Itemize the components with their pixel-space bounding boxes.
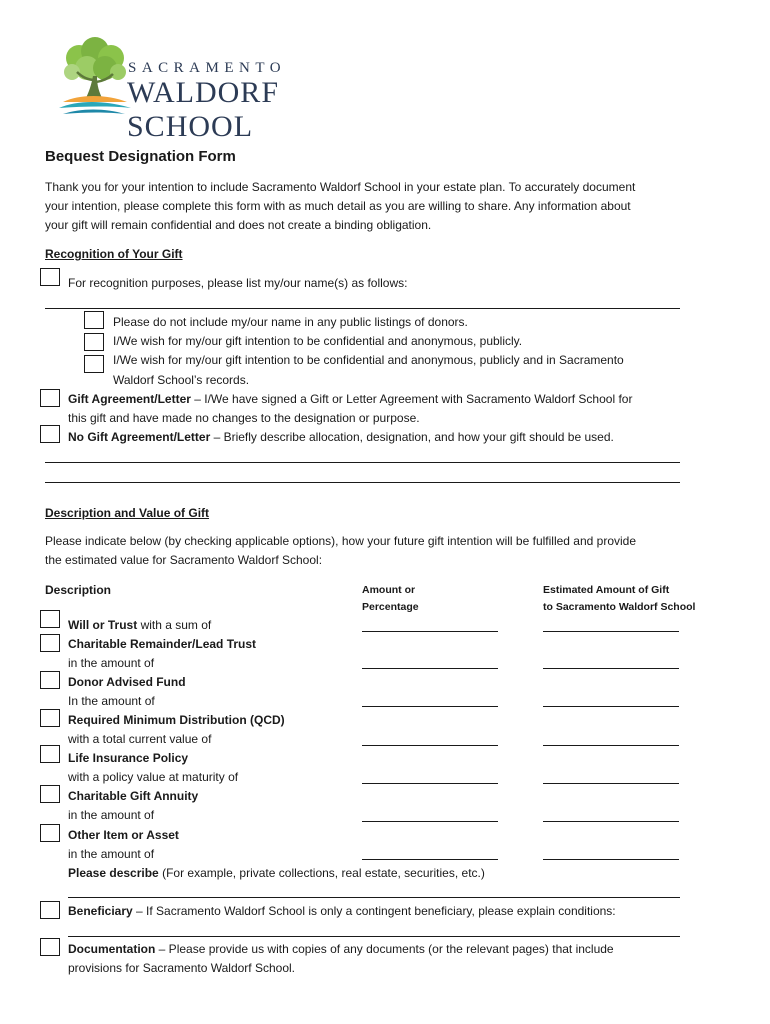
rmd-qcd-amount-field[interactable] [362,745,498,746]
gift-agreement-label-cont: this gift and have made no changes to the designation or purpose. [68,411,420,425]
anonymous-records-checkbox[interactable] [84,355,104,373]
gift-annuity-amount-field[interactable] [362,821,498,822]
no-gift-agreement-label: No Gift Agreement/Letter – Briefly describe allocation, designation, and how your gift should be used. [68,430,614,444]
documentation-checkbox[interactable] [40,938,60,956]
life-insurance-sub: with a policy value at maturity of [68,770,239,784]
description-instructions-cont: the estimated value for Sacramento Waldorf School: [45,553,323,567]
beneficiary-label: Beneficiary – If Sacramento Waldorf School is only a contingent beneficiary, please explain conditions: [68,904,616,918]
documentation-label: Documentation – Please provide us with copies of any documents (or the relevant pages) that include [68,942,614,956]
gift-annuity-checkbox[interactable] [40,785,60,803]
gift-agreement-label: Gift Agreement/Letter – I/We have signed a Gift or Letter Agreement with Sacramento Waldorf School for [68,392,633,406]
donor-advised-fund-checkbox[interactable] [40,671,60,689]
allocation-field-1[interactable] [45,462,680,463]
anonymous-records-label-cont: Waldorf School’s records. [113,373,250,387]
recognition-list-name-checkbox[interactable] [40,268,60,286]
other-asset-sub: in the amount of [68,847,155,861]
intro-line: your intention, please complete this form with as much detail as you are willing to share. Any information about [45,199,631,213]
life-insurance-estimate-field[interactable] [543,783,679,784]
col-estimated-header: Estimated Amount of Gift to Sacramento Waldorf School [543,584,696,613]
no-gift-agreement-checkbox[interactable] [40,425,60,443]
no-public-listing-label: Please do not include my/our name in any public listings of donors. [113,315,468,329]
intro-line: Thank you for your intention to include Sacramento Waldorf School in your estate plan. To accurately document [45,180,636,194]
recognition-name-field[interactable] [45,308,680,309]
anonymous-publicly-checkbox[interactable] [84,333,104,351]
beneficiary-checkbox[interactable] [40,901,60,919]
recognition-heading: Recognition of Your Gift [45,247,183,261]
no-public-listing-checkbox[interactable] [84,311,104,329]
logo-line2: WALDORF SCHOOL [127,76,280,143]
other-asset-amount-field[interactable] [362,859,498,860]
rmd-qcd-sub: with a total current value of [68,732,212,746]
anonymous-records-label: I/We wish for my/our gift intention to be confidential and anonymous, publicly and in Sacramento [113,353,624,367]
will-trust-label: Will or Trust with a sum of [68,618,212,632]
allocation-field-2[interactable] [45,482,680,483]
please-describe-field[interactable] [68,897,680,898]
intro-line: your gift will remain confidential and does not create a binding obligation. [45,218,432,232]
tree-logo-icon [55,36,135,120]
donor-advised-amount-field[interactable] [362,706,498,707]
charitable-remainder-label: Charitable Remainder/Lead Trust [68,637,257,651]
please-describe-label: Please describe (For example, private collections, real estate, securities, etc.) [68,866,485,880]
other-asset-checkbox[interactable] [40,824,60,842]
life-insurance-label: Life Insurance Policy [68,751,189,765]
other-asset-label: Other Item or Asset [68,828,179,842]
charitable-remainder-sub: in the amount of [68,656,155,670]
gift-annuity-sub: in the amount of [68,808,155,822]
beneficiary-conditions-field[interactable] [68,936,680,937]
description-instructions: Please indicate below (by checking applicable options), how your future gift intention will be fulfilled and provide [45,534,637,548]
donor-advised-estimate-field[interactable] [543,706,679,707]
donor-advised-fund-sub: In the amount of [68,694,155,708]
logo-line1: SACRAMENTO [128,60,287,76]
life-insurance-amount-field[interactable] [362,783,498,784]
recognition-list-name-label: For recognition purposes, please list my/our name(s) as follows: [68,276,408,290]
col-description-header: Description [45,583,112,597]
charitable-remainder-amount-field[interactable] [362,668,498,669]
documentation-label-cont: provisions for Sacramento Waldorf School. [68,961,295,975]
gift-annuity-estimate-field[interactable] [543,821,679,822]
will-trust-estimate-field[interactable] [543,631,679,632]
rmd-qcd-checkbox[interactable] [40,709,60,727]
rmd-qcd-estimate-field[interactable] [543,745,679,746]
page-title: Bequest Designation Form [45,148,236,165]
rmd-qcd-label: Required Minimum Distribution (QCD) [68,713,285,727]
gift-agreement-checkbox[interactable] [40,389,60,407]
other-asset-estimate-field[interactable] [543,859,679,860]
charitable-remainder-checkbox[interactable] [40,634,60,652]
description-heading: Description and Value of Gift [45,506,210,520]
anonymous-publicly-label: I/We wish for my/our gift intention to be confidential and anonymous, publicly. [113,334,523,348]
donor-advised-fund-label: Donor Advised Fund [68,675,186,689]
col-amount-header: Amount or Percentage [362,584,419,613]
charitable-remainder-estimate-field[interactable] [543,668,679,669]
school-logo [55,36,395,143]
life-insurance-checkbox[interactable] [40,745,60,763]
will-trust-amount-field[interactable] [362,631,498,632]
gift-annuity-label: Charitable Gift Annuity [68,789,199,803]
will-trust-checkbox[interactable] [40,610,60,628]
